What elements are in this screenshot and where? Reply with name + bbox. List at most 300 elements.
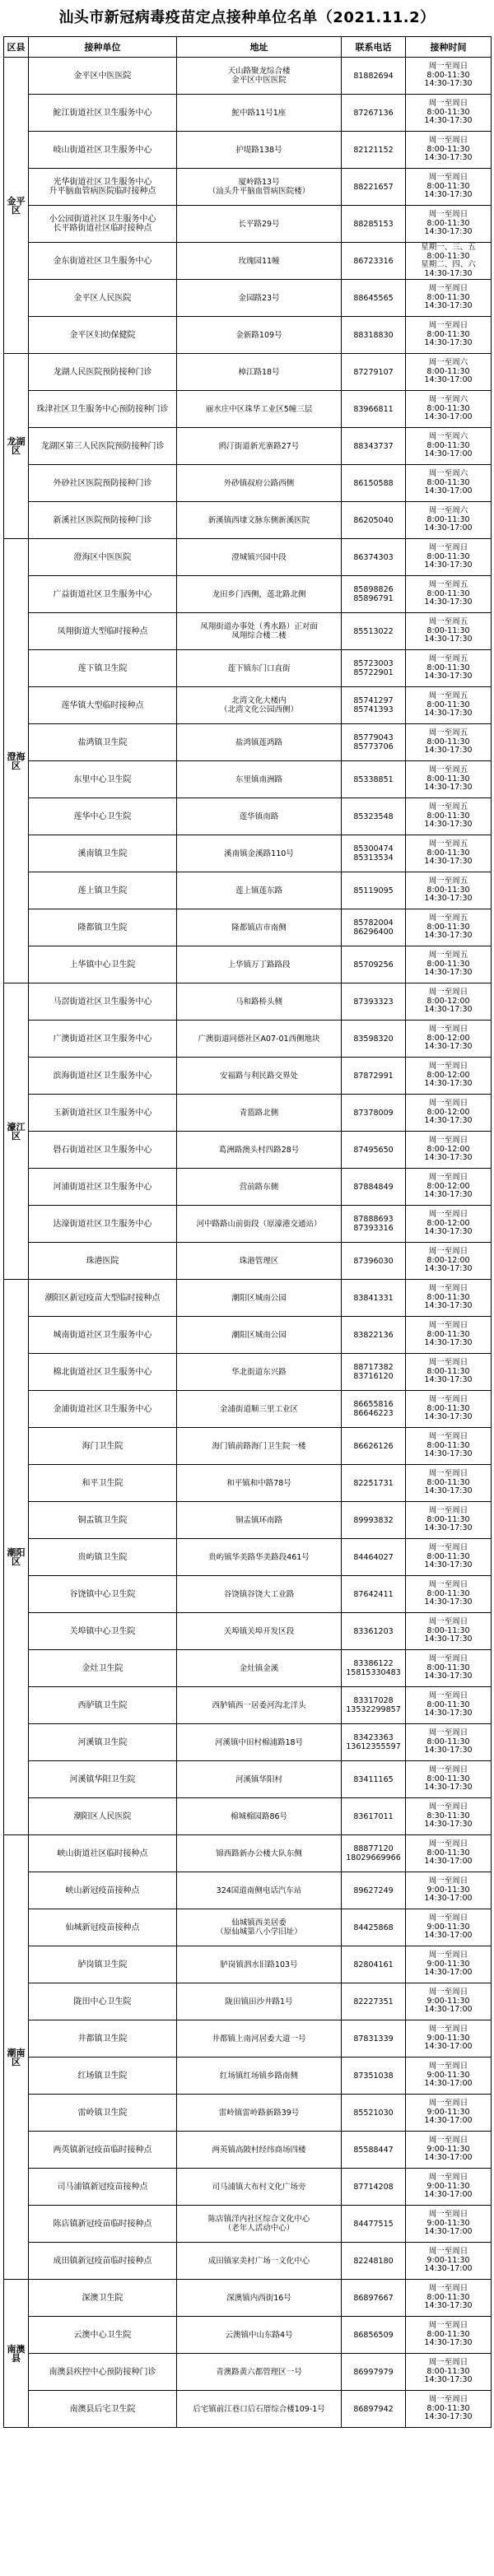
table-row [4,2058,492,2095]
hours-cell: 周一至周日 8:30-11:30 14:30-17:30 [406,1798,492,1835]
address-cell: 营前路东侧 [177,1169,342,1206]
hours-cell: 周一至周日 9:00-11:30 14:30-17:00 [406,1946,492,1983]
address-cell: 河中路路山前街段（原濠港交通站） [177,1206,342,1243]
address-cell: 金灶镇金溪 [177,1650,342,1687]
hours-cell: 周一至周日 8:00-11:30 14:30-17:30 [406,1465,492,1502]
hours-cell: 周一至周日 9:00-11:30 14:30-17:00 [406,2206,492,2243]
hours-cell: 周一至周日 8:00-11:30 14:30-17:30 [406,280,492,317]
district-cell: 南澳县 [4,2280,29,2428]
hours-cell: 周一至周日 9:00-11:30 14:30-17:00 [406,2020,492,2058]
address-cell: 澄城镇兴园中段 [177,539,342,576]
table-row [4,243,492,280]
address-cell: 锦西路新办公楼大队东侧 [177,1835,342,1872]
site-cell: 玉新街道社区卫生服务中心 [29,1095,177,1132]
address-cell: 井都镇上南河居委大道一号 [177,2020,342,2058]
district-cell: 澄海区 [4,539,29,983]
site-cell: 陈店镇新冠疫苗临时接种点 [29,2206,177,2243]
site-cell: 上华镇中心卫生院 [29,946,177,983]
address-cell: 海门镇前路海门卫生院一楼 [177,1428,342,1465]
address-cell: 莲下镇东门口直街 [177,650,342,687]
site-cell: 莲上镇卫生院 [29,872,177,909]
address-cell: 长平路29号 [177,206,342,243]
site-cell: 盐鸿镇卫生院 [29,724,177,761]
phone-cell: 85588447 [342,2132,406,2169]
address-cell: 谷饶镇谷饶大工业路 [177,1576,342,1613]
table-row [4,1761,492,1798]
table-row [4,2280,492,2317]
hours-cell: 周一至周日 9:00-11:30 14:30-17:00 [406,2132,492,2169]
address-cell: 丽水庄中区珠华工业区5幢三层 [177,391,342,428]
site-cell: 井都镇卫生院 [29,2020,177,2058]
table-row [4,1095,492,1132]
site-cell: 金浦街道社区卫生服务中心 [29,1391,177,1428]
address-cell: 河溪镇中田村棉浦路18号 [177,1724,342,1761]
phone-cell: 84464027 [342,1539,406,1576]
table-row [4,576,492,613]
site-cell: 外砂社区医院预防接种门诊 [29,465,177,502]
table-row [4,391,492,428]
address-cell: 新溪镇西埭文脉东侧新溪医院 [177,502,342,539]
address-cell: 北湾文化大楼内 （北湾文化公园西侧） [177,687,342,724]
table-row [4,2095,492,2132]
site-cell: 莲下镇卫生院 [29,650,177,687]
hours-cell: 周一至周日 8:00-11:30 14:30-17:30 [406,58,492,95]
phone-cell: 88343737 [342,428,406,465]
phone-cell: 87351038 [342,2058,406,2095]
site-cell: 金平区人民医院 [29,280,177,317]
address-cell: 青澳路黄六都管理区一号 [177,2354,342,2391]
address-cell: 深澳镇内西街16号 [177,2280,342,2317]
table-row [4,1724,492,1761]
phone-cell: 85521030 [342,2095,406,2132]
phone-cell: 86723316 [342,243,406,280]
site-cell: 河溪镇华阳卫生院 [29,1761,177,1798]
hours-cell: 周一至周日 9:00-11:30 14:30-17:00 [406,1983,492,2020]
table-row [4,539,492,576]
site-cell: 莲华中心卫生院 [29,798,177,835]
hours-cell: 周一至周五 8:00-11:30 14:30-17:30 [406,613,492,650]
district-cell: 潮南区 [4,1835,29,2280]
site-cell: 陇田中心卫生院 [29,1983,177,2020]
phone-cell: 83423363 13612355597 [342,1724,406,1761]
site-cell: 峡山新冠疫苗接种点 [29,1872,177,1909]
address-cell: 葛洲路澳头村四路28号 [177,1132,342,1169]
hours-cell: 周一至周日 8:00-11:30 14:30-17:30 [406,1761,492,1798]
phone-cell: 85741297 85741393 [342,687,406,724]
site-cell: 广澳街道社区卫生服务中心 [29,1021,177,1058]
table-row [4,317,492,354]
district-cell: 濠江区 [4,983,29,1280]
address-cell: 莲上镇莲东路 [177,872,342,909]
table-row [4,946,492,983]
hours-cell: 周一至周日 8:00-11:30 14:30-17:30 [406,1613,492,1650]
phone-cell: 86205040 [342,502,406,539]
site-cell: 金东街道社区卫生服务中心 [29,243,177,280]
phone-cell: 85300474 85313534 [342,835,406,872]
hours-cell: 周一至周五 8:00-11:30 14:30-17:30 [406,724,492,761]
table-header-row [4,37,492,58]
address-cell: 青篮路北侧 [177,1095,342,1132]
site-cell: 城南街道社区卫生服务中心 [29,1317,177,1354]
site-cell: 岐山街道社区卫生服务中心 [29,132,177,169]
phone-cell: 87714208 [342,2169,406,2206]
hours-cell: 周一至周日 8:00-11:30 14:30-17:30 [406,132,492,169]
table-row [4,280,492,317]
phone-cell: 83361203 [342,1613,406,1650]
phone-cell: 82121152 [342,132,406,169]
site-cell: 广益街道社区卫生服务中心 [29,576,177,613]
hours-cell: 周一至周日 8:00-11:30 14:30-17:30 [406,1280,492,1317]
address-cell: 莲华镇南路 [177,798,342,835]
table-row [4,798,492,835]
phone-cell: 86626126 [342,1428,406,1465]
address-cell: 司马浦镇大布村文化广场旁 [177,2169,342,2206]
phone-cell: 88318830 [342,317,406,354]
phone-cell: 88645565 [342,280,406,317]
phone-cell: 85723003 85722901 [342,650,406,687]
hours-cell: 周一至周五 8:00-11:30 14:30-17:30 [406,909,492,946]
site-cell: 仙城新冠疫苗接种点 [29,1909,177,1946]
hours-cell: 周一至周日 9:00-11:30 14:30-17:00 [406,2058,492,2095]
hours-cell: 周一至周日 8:00-11:30 14:30-17:30 [406,1724,492,1761]
table-row [4,909,492,946]
table-row [4,206,492,243]
hours-cell: 周一至周五 8:00-11:30 14:30-17:30 [406,761,492,798]
hours-cell: 周一至周日 8:00-11:30 14:30-17:30 [406,169,492,206]
site-cell: 珠港医院 [29,1243,177,1280]
hours-cell: 周一至周日 9:00-11:30 14:30-17:00 [406,1909,492,1946]
hours-cell: 周一至周日 9:00-11:30 14:30-17:00 [406,2095,492,2132]
site-cell: 小公园街道社区卫生服务中心 长平路街道社区临时接种点 [29,206,177,243]
table-row [4,1465,492,1502]
phone-cell: 83317028 13532299857 [342,1687,406,1724]
site-cell: 滨海街道社区卫生服务中心 [29,1058,177,1095]
address-cell: 云澳镇中山东路4号 [177,2317,342,2354]
table-row [4,132,492,169]
phone-cell: 87267136 [342,95,406,132]
table-row [4,1391,492,1428]
hours-cell: 周一至周日 8:00-11:30 14:30-17:30 [406,1317,492,1354]
hours-cell: 周一至周六 8:00-11:30 14:30-17:00 [406,354,492,391]
address-cell: 天山路聚龙综合楼 金平区中医医院 [177,58,342,95]
address-cell: 樟江路18号 [177,354,342,391]
table-row [4,2206,492,2243]
table-row [4,613,492,650]
header-address: 地址 [177,37,342,58]
hours-cell: 周一至周日 8:00-11:30 14:30-17:30 [406,1354,492,1391]
table-row [4,169,492,206]
site-cell: 金平区妇幼保健院 [29,317,177,354]
table-row [4,2020,492,2058]
hours-cell: 周一至周日 8:00-12:00 14:30-17:30 [406,1169,492,1206]
hours-cell: 周一至周日 8:00-11:30 14:30-17:30 [406,1576,492,1613]
site-cell: 雷岭镇卫生院 [29,2095,177,2132]
address-cell: 金新路109号 [177,317,342,354]
address-cell: 马和路桥头侧 [177,983,342,1021]
phone-cell: 83598320 [342,1021,406,1058]
hours-cell: 周一至周日 8:00-12:00 14:30-17:30 [406,1206,492,1243]
phone-cell: 87872991 [342,1058,406,1095]
address-cell: 关埠镇关埠开发区段 [177,1613,342,1650]
district-cell: 龙湖区 [4,354,29,539]
site-cell: 东里中心卫生院 [29,761,177,798]
table-row [4,1132,492,1169]
hours-cell: 周一至周日 8:00-12:00 14:30-17:30 [406,1132,492,1169]
table-row [4,354,492,391]
phone-cell: 85779043 85773706 [342,724,406,761]
address-cell: 隆都镇店市南侧 [177,909,342,946]
table-row [4,1835,492,1872]
hours-cell: 周一至周日 8:00-12:00 14:30-17:30 [406,1243,492,1280]
table-row [4,761,492,798]
address-cell: 玫瑰园11幢 [177,243,342,280]
site-cell: 司马浦镇新冠疫苗接种点 [29,2169,177,2206]
address-cell: 324国道南侧电话汽车站 [177,1872,342,1909]
phone-cell: 85323548 [342,798,406,835]
hours-cell: 周一至周五 8:00-11:30 14:30-17:30 [406,946,492,983]
phone-cell: 86655816 86646223 [342,1391,406,1428]
site-cell: 胪岗镇卫生院 [29,1946,177,1983]
phone-cell: 86374303 [342,539,406,576]
site-cell: 隆都镇卫生院 [29,909,177,946]
address-cell: 金浦街道顺三里工业区 [177,1391,342,1428]
address-cell: 护堤路138号 [177,132,342,169]
phone-cell: 83617011 [342,1798,406,1835]
table-row [4,650,492,687]
address-cell: 后宅镇前江巷口后石厝综合楼109-1号 [177,2391,342,2428]
header-district: 区县 [4,37,29,58]
site-cell: 贵屿镇卫生院 [29,1539,177,1576]
table-row [4,1428,492,1465]
address-cell: 凤翔街道办事处（秀水路）正对面 凤翔综合楼二楼 [177,613,342,650]
phone-cell: 87642411 [342,1576,406,1613]
table-row [4,2169,492,2206]
hours-cell: 周一至周日 9:00-11:30 14:30-17:00 [406,2243,492,2280]
table-row [4,835,492,872]
phone-cell: 82227351 [342,1983,406,2020]
hours-cell: 周一至周日 8:00-11:30 14:30-17:30 [406,2391,492,2428]
table-row [4,1280,492,1317]
address-cell: 广澳街道同德社区A07-01西侧地块 [177,1021,342,1058]
hours-cell: 周一至周日 8:00-11:30 14:30-17:30 [406,2280,492,2317]
phone-cell: 87393323 [342,983,406,1021]
site-cell: 河浦街道社区卫生服务中心 [29,1169,177,1206]
table-row [4,1169,492,1206]
site-cell: 成田镇新冠疫苗临时接种点 [29,2243,177,2280]
phone-cell: 85898826 85896791 [342,576,406,613]
address-cell: 厦岭路13号 （汕头升平脑血管病医院楼） [177,169,342,206]
phone-cell: 87396030 [342,1243,406,1280]
site-cell: 两英镇新冠疫苗临时接种点 [29,2132,177,2169]
table-row [4,1243,492,1280]
table-row [4,687,492,724]
phone-cell: 83822136 [342,1317,406,1354]
address-cell: 潮阳区城南公园 [177,1280,342,1317]
site-cell: 达濠街道社区卫生服务中心 [29,1206,177,1243]
hours-cell: 周一至周日 8:00-12:00 14:30-17:30 [406,1058,492,1095]
address-cell: 龙田乡门西侧，莲北路北侧 [177,576,342,613]
table-row [4,465,492,502]
hours-cell: 周一至周五 8:00-11:30 14:30-17:30 [406,650,492,687]
address-cell: 华北街道东兴路 [177,1354,342,1391]
table-row [4,2243,492,2280]
table-row [4,1798,492,1835]
hours-cell: 周一至周日 8:00-11:30 14:30-17:00 [406,1835,492,1872]
hours-cell: 周一至周六 8:00-11:30 14:30-17:00 [406,502,492,539]
hours-cell: 周一至周日 8:00-11:30 14:30-17:30 [406,317,492,354]
site-cell: 和平卫生院 [29,1465,177,1502]
address-cell: 棉城棉园路86号 [177,1798,342,1835]
hours-cell: 周一至周日 8:00-11:30 14:30-17:30 [406,1539,492,1576]
phone-cell: 85338851 [342,761,406,798]
table-row [4,58,492,95]
address-cell: 东里镇南洲路 [177,761,342,798]
site-cell: 金灶卫生院 [29,1650,177,1687]
hours-cell: 周一至周六 8:00-11:30 14:30-17:00 [406,465,492,502]
table-row [4,1539,492,1576]
phone-cell: 82251731 [342,1465,406,1502]
site-cell: 光华街道社区卫生服务中心 升平脑血管病医院临时接种点 [29,169,177,206]
table-row [4,428,492,465]
table-row [4,1058,492,1095]
table-row [4,1650,492,1687]
hours-cell: 周一至周五 8:00-11:30 14:30-17:30 [406,872,492,909]
table-row [4,2132,492,2169]
phone-cell: 89627249 [342,1872,406,1909]
site-cell: 深澳卫生院 [29,2280,177,2317]
phone-cell: 87378009 [342,1095,406,1132]
site-cell: 潮阳区新冠疫苗大型临时接种点 [29,1280,177,1317]
address-cell: 贵屿镇华美路华美路段461号 [177,1539,342,1576]
hours-cell: 周一至周日 8:00-12:00 14:30-17:30 [406,983,492,1021]
phone-cell: 82248180 [342,2243,406,2280]
address-cell: 仙城镇西美居委 （原仙城第八小学旧址） [177,1909,342,1946]
table-row [4,872,492,909]
address-cell: 鸥汀街道新光寨路27号 [177,428,342,465]
site-cell: 铜盂镇卫生院 [29,1502,177,1539]
site-cell: 云澳中心卫生院 [29,2317,177,2354]
address-cell: 成田镇家美村广场一文化中心 [177,2243,342,2280]
table-body [4,58,492,2428]
table-row [4,1872,492,1909]
hours-cell: 周一至周日 8:00-11:30 14:30-17:30 [406,2354,492,2391]
site-cell: 鮀江街道社区卫生服务中心 [29,95,177,132]
phone-cell: 86897942 [342,2391,406,2428]
site-cell: 棉北街道社区卫生服务中心 [29,1354,177,1391]
hours-cell: 周一至周日 8:00-11:30 14:30-17:30 [406,206,492,243]
phone-cell: 87495650 [342,1132,406,1169]
address-cell: 溪南镇金溪路110号 [177,835,342,872]
site-cell: 谷饶镇中心卫生院 [29,1576,177,1613]
site-cell: 溪南镇卫生院 [29,835,177,872]
hours-cell: 周一至周日 8:00-11:30 14:30-17:30 [406,1502,492,1539]
address-cell: 珠港管理区 [177,1243,342,1280]
site-cell: 礐石街道社区卫生服务中心 [29,1132,177,1169]
phone-cell: 83411165 [342,1761,406,1798]
phone-cell: 89993832 [342,1502,406,1539]
header-hours: 接种时间 [406,37,492,58]
header-site: 接种单位 [29,37,177,58]
hours-cell: 周一至周日 8:00-11:30 14:30-17:30 [406,539,492,576]
site-cell: 西胪镇卫生院 [29,1687,177,1724]
table-row [4,1502,492,1539]
table-row [4,983,492,1021]
address-cell: 鮀中路11号1座 [177,95,342,132]
phone-cell: 86856509 [342,2317,406,2354]
site-cell: 海门卫生院 [29,1428,177,1465]
district-cell: 金平区 [4,58,29,354]
phone-cell: 85782004 86296400 [342,909,406,946]
site-cell: 澄海区中医医院 [29,539,177,576]
site-cell: 珠津社区卫生服务中心预防接种门诊 [29,391,177,428]
site-cell: 新溪社区医院预防接种门诊 [29,502,177,539]
site-cell: 龙湖人民医院预防接种门诊 [29,354,177,391]
site-cell: 金平区中医医院 [29,58,177,95]
table-row [4,724,492,761]
hours-cell: 周一至周日 8:00-11:30 14:30-17:30 [406,1391,492,1428]
address-cell: 外砂镇叔府公路西侧 [177,465,342,502]
hours-cell: 周一至周日 8:00-12:00 14:30-17:30 [406,1021,492,1058]
address-cell: 上华镇万丁路路段 [177,946,342,983]
address-cell: 盐鸿镇莲鸿路 [177,724,342,761]
hours-cell: 周一至周日 8:00-12:00 14:30-17:30 [406,1095,492,1132]
phone-cell: 83841331 [342,1280,406,1317]
phone-cell: 87888693 87393316 [342,1206,406,1243]
table-row [4,1206,492,1243]
hours-cell: 周一至周五 8:00-11:30 14:30-17:30 [406,687,492,724]
site-cell: 莲华镇大型临时接种点 [29,687,177,724]
phone-cell: 83386122 15815330483 [342,1650,406,1687]
table-row [4,1317,492,1354]
site-cell: 关埠镇中心卫生院 [29,1613,177,1650]
address-cell: 潮阳区城南公园 [177,1317,342,1354]
phone-cell: 86150588 [342,465,406,502]
table-row [4,1946,492,1983]
hours-cell: 周一至周六 8:00-11:30 14:30-17:00 [406,428,492,465]
phone-cell: 87884849 [342,1169,406,1206]
address-cell: 红场镇红场镇乡路南侧 [177,2058,342,2095]
table-row [4,2354,492,2391]
phone-cell: 82804161 [342,1946,406,1983]
hours-cell: 周一至周日 9:00-11:30 14:30-17:00 [406,1872,492,1909]
phone-cell: 87831339 [342,2020,406,2058]
hours-cell: 周一至周日 9:00-11:30 14:30-17:00 [406,2169,492,2206]
hours-cell: 周一至周日 8:00-11:30 14:30-17:30 [406,1650,492,1687]
vaccination-site-table [3,36,492,2428]
table-row [4,95,492,132]
address-cell: 金园路23号 [177,280,342,317]
phone-cell: 86897667 [342,2280,406,2317]
site-cell: 潮阳区人民医院 [29,1798,177,1835]
table-row [4,1909,492,1946]
address-cell: 胪岗镇泗水旧路103号 [177,1946,342,1983]
hours-cell: 周一至周日 8:00-11:30 14:30-17:30 [406,2317,492,2354]
phone-cell: 86997979 [342,2354,406,2391]
hours-cell: 周一至周日 8:00-11:30 14:30-17:30 [406,95,492,132]
table-row [4,2391,492,2428]
table-row [4,1576,492,1613]
hours-cell: 周一至周五 8:00-11:30 14:30-17:30 [406,835,492,872]
site-cell: 河溪镇卫生院 [29,1724,177,1761]
table-row [4,502,492,539]
site-cell: 峡山街道社区临时接种点 [29,1835,177,1872]
phone-cell: 87279107 [342,354,406,391]
address-cell: 陇田镇田沙井路1号 [177,1983,342,2020]
hours-cell: 周一至周五 8:00-11:30 14:30-17:30 [406,798,492,835]
phone-cell: 85709256 [342,946,406,983]
site-cell: 南澳县后宅卫生院 [29,2391,177,2428]
address-cell: 雷岭镇雷岭路新路39号 [177,2095,342,2132]
